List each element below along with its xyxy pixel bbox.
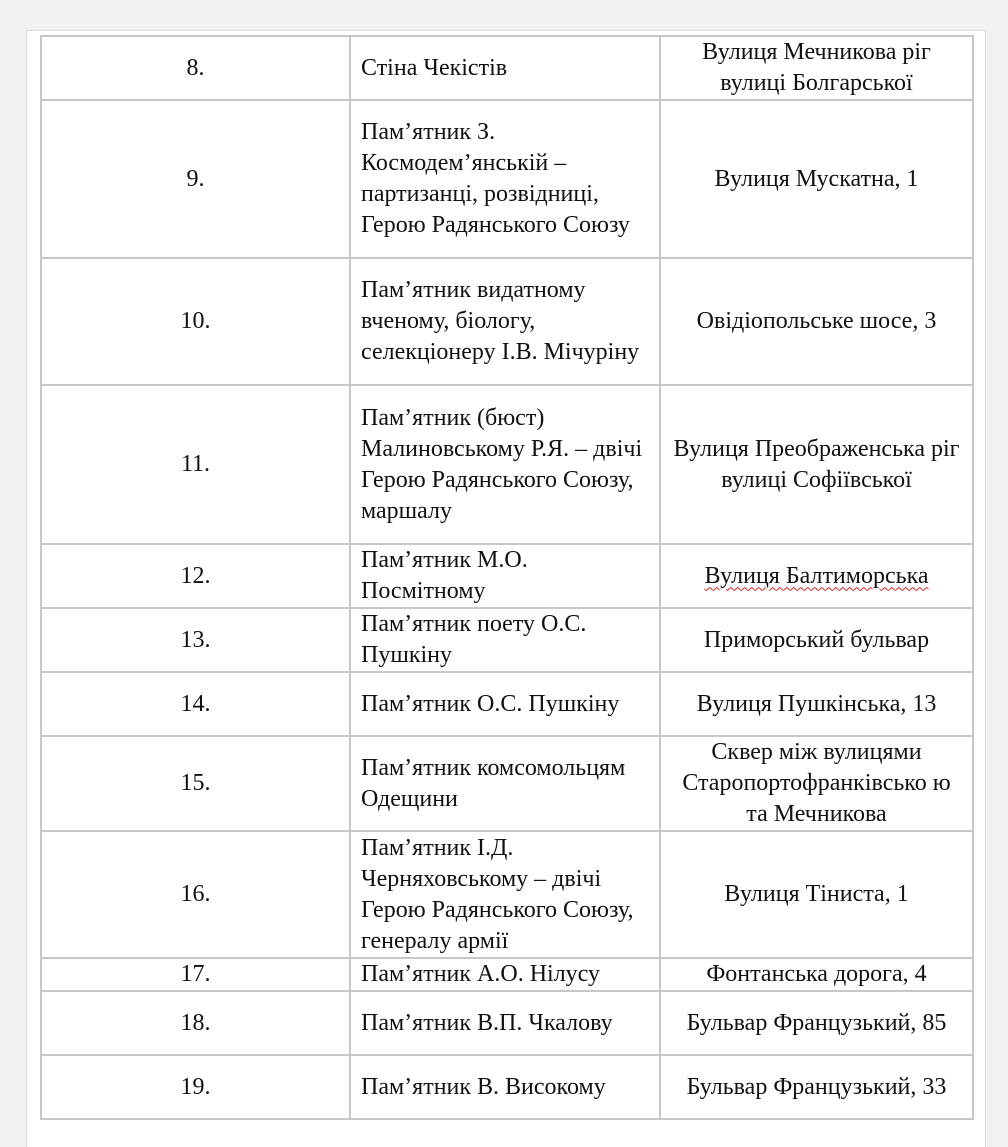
row-number: 10. xyxy=(41,258,350,385)
monument-name: Пам’ятник О.С. Пушкіну xyxy=(350,672,660,736)
row-number: 11. xyxy=(41,385,350,544)
table-row xyxy=(41,831,973,958)
monument-name: Пам’ятник (бюст) Малиновському Р.Я. – двічі Герою Радянського Союзу, маршалу xyxy=(350,385,660,544)
table-row xyxy=(41,1055,973,1119)
monument-address: Вулиця Мечникова ріг вулиці Болгарської xyxy=(660,36,973,100)
table-row xyxy=(41,608,973,672)
table-row xyxy=(41,736,973,831)
row-number: 13. xyxy=(41,608,350,672)
monument-name: Пам’ятник видатному вченому, біологу, селекціонеру І.В. Мічуріну xyxy=(350,258,660,385)
monument-address: Вулиця Мускатна, 1 xyxy=(660,100,973,258)
monument-name: Пам’ятник А.О. Нілусу xyxy=(350,958,660,991)
table-row xyxy=(41,258,973,385)
monument-address: Приморський бульвар xyxy=(660,608,973,672)
monument-name: Пам’ятник поету О.С. Пушкіну xyxy=(350,608,660,672)
monument-name: Пам’ятник комсомольцям Одещини xyxy=(350,736,660,831)
monument-name: Пам’ятник В. Високому xyxy=(350,1055,660,1119)
monument-name: Пам’ятник В.П. Чкалову xyxy=(350,991,660,1055)
monument-address: Сквер між вулицями Старопортофранківсько ю та Мечникова xyxy=(660,736,973,831)
row-number: 8. xyxy=(41,36,350,100)
monument-name: Пам’ятник М.О. Посмітному xyxy=(350,544,660,608)
row-number: 9. xyxy=(41,100,350,258)
row-number: 18. xyxy=(41,991,350,1055)
monuments-table xyxy=(40,35,974,1120)
row-number: 12. xyxy=(41,544,350,608)
monument-address: Вулиця Преображенська ріг вулиці Софіївської xyxy=(660,385,973,544)
table-row xyxy=(41,672,973,736)
table-row xyxy=(41,36,973,100)
table-row xyxy=(41,958,973,991)
monument-name: Стіна Чекістів xyxy=(350,36,660,100)
row-number: 14. xyxy=(41,672,350,736)
monument-address: Бульвар Французький, 33 xyxy=(660,1055,973,1119)
row-number: 19. xyxy=(41,1055,350,1119)
table-row xyxy=(41,544,973,608)
monument-address: Бульвар Французький, 85 xyxy=(660,991,973,1055)
row-number: 15. xyxy=(41,736,350,831)
row-number: 17. xyxy=(41,958,350,991)
monument-address: Вулиця Пушкінська, 13 xyxy=(660,672,973,736)
monument-name: Пам’ятник І.Д. Черняховському – двічі Герою Радянського Союзу, генералу армії xyxy=(350,831,660,958)
row-number: 16. xyxy=(41,831,350,958)
document-page xyxy=(26,30,986,1147)
monument-address xyxy=(660,544,973,608)
table-row xyxy=(41,100,973,258)
monument-address: Фонтанська дорога, 4 xyxy=(660,958,973,991)
table-row xyxy=(41,991,973,1055)
table-row xyxy=(41,385,973,544)
monument-address: Овідіопольське шосе, 3 xyxy=(660,258,973,385)
monument-name: Пам’ятник З. Космодем’янській – партизанці, розвідниці, Герою Радянського Союзу xyxy=(350,100,660,258)
address-text: Вулиця Балтиморська xyxy=(704,562,929,589)
monument-address: Вулиця Тіниста, 1 xyxy=(660,831,973,958)
